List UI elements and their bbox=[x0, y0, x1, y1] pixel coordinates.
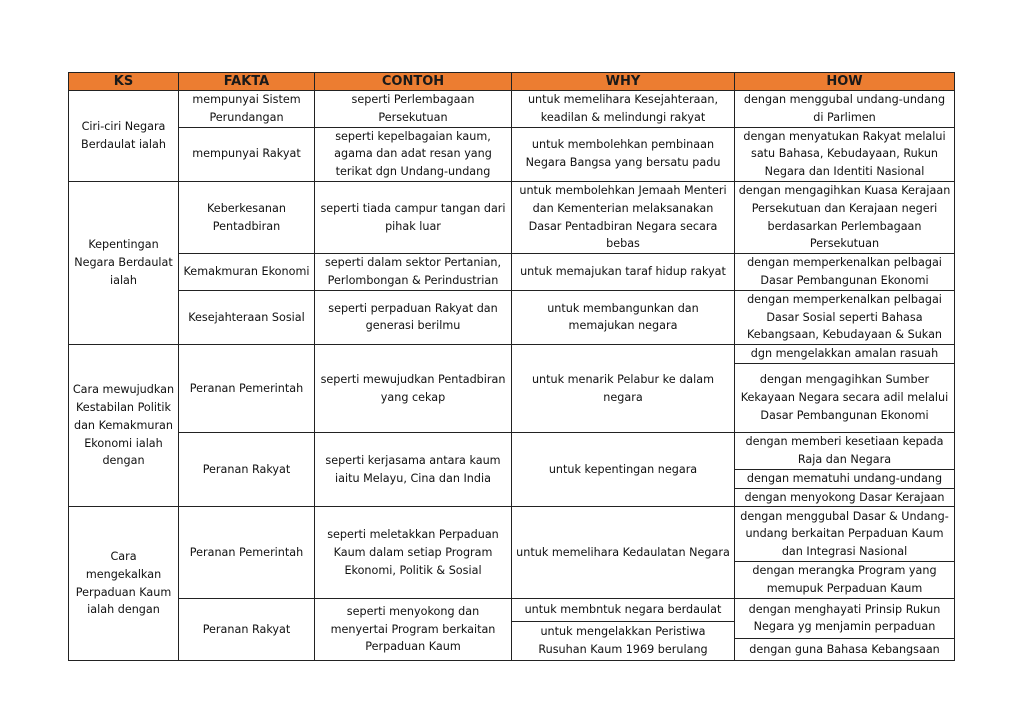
contoh-cell: seperti mewujudkan Pentadbiran yang cekap bbox=[315, 345, 512, 433]
header-row bbox=[69, 73, 955, 91]
how-cell: dengan mengagihkan Sumber Kekayaan Negara secara adil melalui Dasar Pembangunan Ekonomi bbox=[735, 364, 955, 433]
ks-cell: Kepentingan Negara Berdaulat ialah bbox=[69, 181, 179, 344]
table-row bbox=[69, 127, 955, 181]
how-cell: dengan merangka Program yang memupuk Perpaduan Kaum bbox=[735, 562, 955, 599]
contoh-cell: seperti meletakkan Perpaduan Kaum dalam setiap Program Ekonomi, Politik & Sosial bbox=[315, 507, 512, 599]
why-cell: untuk mengelakkan Peristiwa Rusuhan Kaum 1969 berulang bbox=[512, 621, 735, 660]
fakta-cell: Peranan Rakyat bbox=[179, 433, 315, 507]
ks-cell: Ciri-ciri Negara Berdaulat ialah bbox=[69, 91, 179, 182]
ks-cell: Cara mewujudkan Kestabilan Politik dan Kemakmuran Ekonomi ialah dengan bbox=[69, 345, 179, 507]
fakta-cell: mempunyai Rakyat bbox=[179, 127, 315, 181]
how-cell: dengan guna Bahasa Kebangsaan bbox=[735, 638, 955, 660]
how-cell: dengan menyatukan Rakyat melalui satu Bahasa, Kebudayaan, Rukun Negara dan Identiti Nasional bbox=[735, 127, 955, 181]
why-cell: untuk membolehkan pembinaan Negara Bangsa yang bersatu padu bbox=[512, 127, 735, 181]
why-cell: untuk menarik Pelabur ke dalam negara bbox=[512, 345, 735, 433]
how-cell: dengan memberi kesetiaan kepada Raja dan Negara bbox=[735, 433, 955, 470]
contoh-cell: seperti kepelbagaian kaum, agama dan adat resan yang terikat dgn Undang-undang bbox=[315, 127, 512, 181]
ks-cell: Cara mengekalkan Perpaduan Kaum ialah dengan bbox=[69, 507, 179, 661]
header-contoh: CONTOH bbox=[315, 73, 512, 91]
table-row bbox=[69, 433, 955, 470]
header-ks: KS bbox=[69, 73, 179, 91]
how-cell: dengan menyokong Dasar Kerajaan bbox=[735, 488, 955, 507]
table-row bbox=[69, 91, 955, 128]
how-cell: dengan memperkenalkan pelbagai Dasar Pembangunan Ekonomi bbox=[735, 254, 955, 291]
contoh-cell: seperti kerjasama antara kaum iaitu Melayu, Cina dan India bbox=[315, 433, 512, 507]
fakta-cell: Keberkesanan Pentadbiran bbox=[179, 181, 315, 253]
ks-table bbox=[68, 72, 955, 661]
fakta-cell: Kemakmuran Ekonomi bbox=[179, 254, 315, 291]
how-cell: dengan mengagihkan Kuasa Kerajaan Persekutuan dan Kerajaan negeri berdasarkan Perlembagaan Persekutuan bbox=[735, 181, 955, 253]
why-cell: untuk memajukan taraf hidup rakyat bbox=[512, 254, 735, 291]
fakta-cell: mempunyai Sistem Perundangan bbox=[179, 91, 315, 128]
table-row bbox=[69, 345, 955, 364]
how-cell: dengan menggubal Dasar & Undang-undang berkaitan Perpaduan Kaum dan Integrasi Nasional bbox=[735, 507, 955, 562]
contoh-cell: seperti perpaduan Rakyat dan generasi berilmu bbox=[315, 290, 512, 344]
how-cell: dgn mengelakkan amalan rasuah bbox=[735, 345, 955, 364]
why-cell: untuk membntuk negara berdaulat bbox=[512, 598, 735, 621]
fakta-cell: Peranan Pemerintah bbox=[179, 507, 315, 599]
why-cell: untuk memelihara Kesejahteraan, keadilan & melindungi rakyat bbox=[512, 91, 735, 128]
how-cell: dengan memperkenalkan pelbagai Dasar Sosial seperti Bahasa Kebangsaan, Kebudayaan & Sukan bbox=[735, 290, 955, 344]
table-row bbox=[69, 507, 955, 562]
how-cell: dengan menggubal undang-undang di Parlimen bbox=[735, 91, 955, 128]
how-cell: dengan mematuhi undang-undang bbox=[735, 469, 955, 488]
table-row bbox=[69, 598, 955, 621]
fakta-cell: Peranan Pemerintah bbox=[179, 345, 315, 433]
contoh-cell: seperti dalam sektor Pertanian, Perlombongan & Perindustrian bbox=[315, 254, 512, 291]
how-cell: dengan menghayati Prinsip Rukun Negara yg menjamin perpaduan bbox=[735, 598, 955, 638]
why-cell: untuk membangunkan dan memajukan negara bbox=[512, 290, 735, 344]
why-cell: untuk membolehkan Jemaah Menteri dan Kementerian melaksanakan Dasar Pentadbiran Negara secara bebas bbox=[512, 181, 735, 253]
table-row bbox=[69, 181, 955, 253]
table-row bbox=[69, 254, 955, 291]
fakta-cell: Peranan Rakyat bbox=[179, 598, 315, 660]
why-cell: untuk kepentingan negara bbox=[512, 433, 735, 507]
header-fakta: FAKTA bbox=[179, 73, 315, 91]
table-row bbox=[69, 290, 955, 344]
contoh-cell: seperti menyokong dan menyertai Program berkaitan Perpaduan Kaum bbox=[315, 598, 512, 660]
header-why: WHY bbox=[512, 73, 735, 91]
contoh-cell: seperti Perlembagaan Persekutuan bbox=[315, 91, 512, 128]
why-cell: untuk memelihara Kedaulatan Negara bbox=[512, 507, 735, 599]
header-how: HOW bbox=[735, 73, 955, 91]
fakta-cell: Kesejahteraan Sosial bbox=[179, 290, 315, 344]
contoh-cell: seperti tiada campur tangan dari pihak luar bbox=[315, 181, 512, 253]
